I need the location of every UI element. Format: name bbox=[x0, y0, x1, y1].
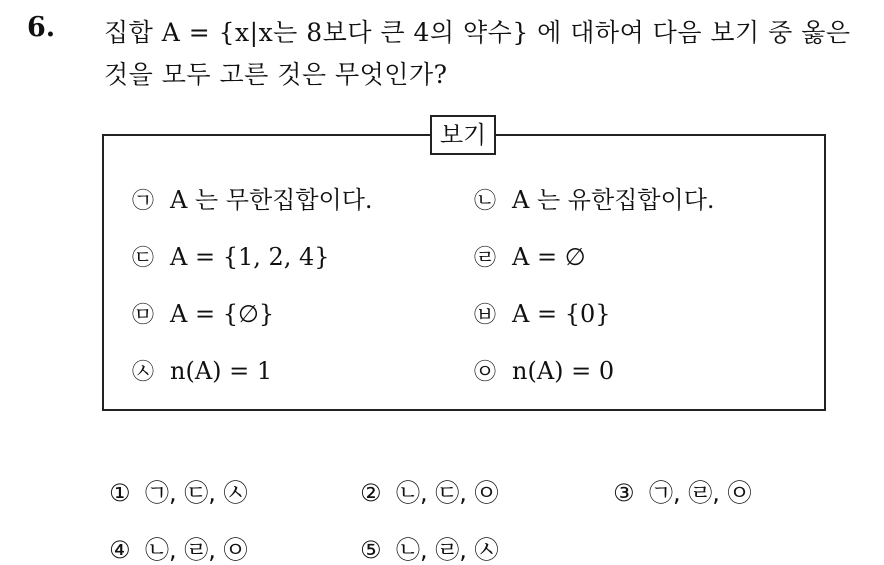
bogi-marker-6: ㉥ bbox=[474, 303, 497, 328]
question-stem-line-2: 것을 모두 고른 것은 무엇인가? bbox=[104, 60, 448, 89]
answer-choice-2[interactable] bbox=[360, 478, 499, 508]
answer-choice-5[interactable] bbox=[360, 535, 499, 565]
bogi-item-7 bbox=[132, 356, 272, 388]
bogi-text-2: A 는 유한집합이다. bbox=[512, 186, 715, 214]
bogi-text-7: n(A) = 1 bbox=[170, 357, 273, 385]
bogi-item-8 bbox=[474, 356, 614, 388]
bogi-text-4: A = ∅ bbox=[512, 243, 586, 271]
choice-number-4: ④ bbox=[109, 536, 131, 564]
bogi-marker-2: ㉡ bbox=[474, 189, 497, 214]
bogi-text-3: A = {1, 2, 4} bbox=[170, 243, 330, 271]
bogi-marker-1: ㉠ bbox=[132, 189, 155, 214]
bogi-marker-4: ㉣ bbox=[474, 246, 497, 271]
choice-number-1: ① bbox=[109, 479, 131, 507]
bogi-item-3 bbox=[132, 242, 330, 274]
answer-choice-1[interactable] bbox=[109, 478, 248, 508]
choice-number-2: ② bbox=[360, 479, 382, 507]
question-number: 6. bbox=[27, 12, 56, 43]
bogi-text-6: A = {0} bbox=[512, 300, 611, 328]
choice-text-2: ㉡, ㉢, ㉧ bbox=[396, 479, 499, 507]
bogi-marker-3: ㉢ bbox=[132, 246, 155, 271]
bogi-text-8: n(A) = 0 bbox=[512, 357, 615, 385]
bogi-text-1: A 는 무한집합이다. bbox=[170, 186, 373, 214]
bogi-text-5: A = {∅} bbox=[170, 300, 275, 328]
bogi-item-2 bbox=[474, 185, 715, 217]
bogi-item-6 bbox=[474, 299, 611, 331]
answer-choice-3[interactable] bbox=[613, 478, 752, 508]
question-stem-line-1: 집합 A = {x|x는 8보다 큰 4의 약수} 에 대하여 다음 보기 중 옳은 bbox=[104, 18, 851, 47]
question-stem bbox=[104, 12, 874, 96]
choice-text-4: ㉡, ㉣, ㉧ bbox=[145, 536, 248, 564]
bogi-item-1 bbox=[132, 185, 373, 217]
bogi-marker-7: ㉦ bbox=[132, 360, 155, 385]
bogi-item-4 bbox=[474, 242, 586, 274]
bogi-marker-5: ㉤ bbox=[132, 303, 155, 328]
choice-text-1: ㉠, ㉢, ㉦ bbox=[145, 479, 248, 507]
bogi-label: 보기 bbox=[430, 115, 496, 155]
bogi-item-5 bbox=[132, 299, 274, 331]
choice-text-5: ㉡, ㉣, ㉦ bbox=[396, 536, 499, 564]
choice-number-5: ⑤ bbox=[360, 536, 382, 564]
choice-text-3: ㉠, ㉣, ㉧ bbox=[649, 479, 752, 507]
answer-choice-4[interactable] bbox=[109, 535, 248, 565]
bogi-marker-8: ㉧ bbox=[474, 360, 497, 385]
choice-number-3: ③ bbox=[613, 479, 635, 507]
